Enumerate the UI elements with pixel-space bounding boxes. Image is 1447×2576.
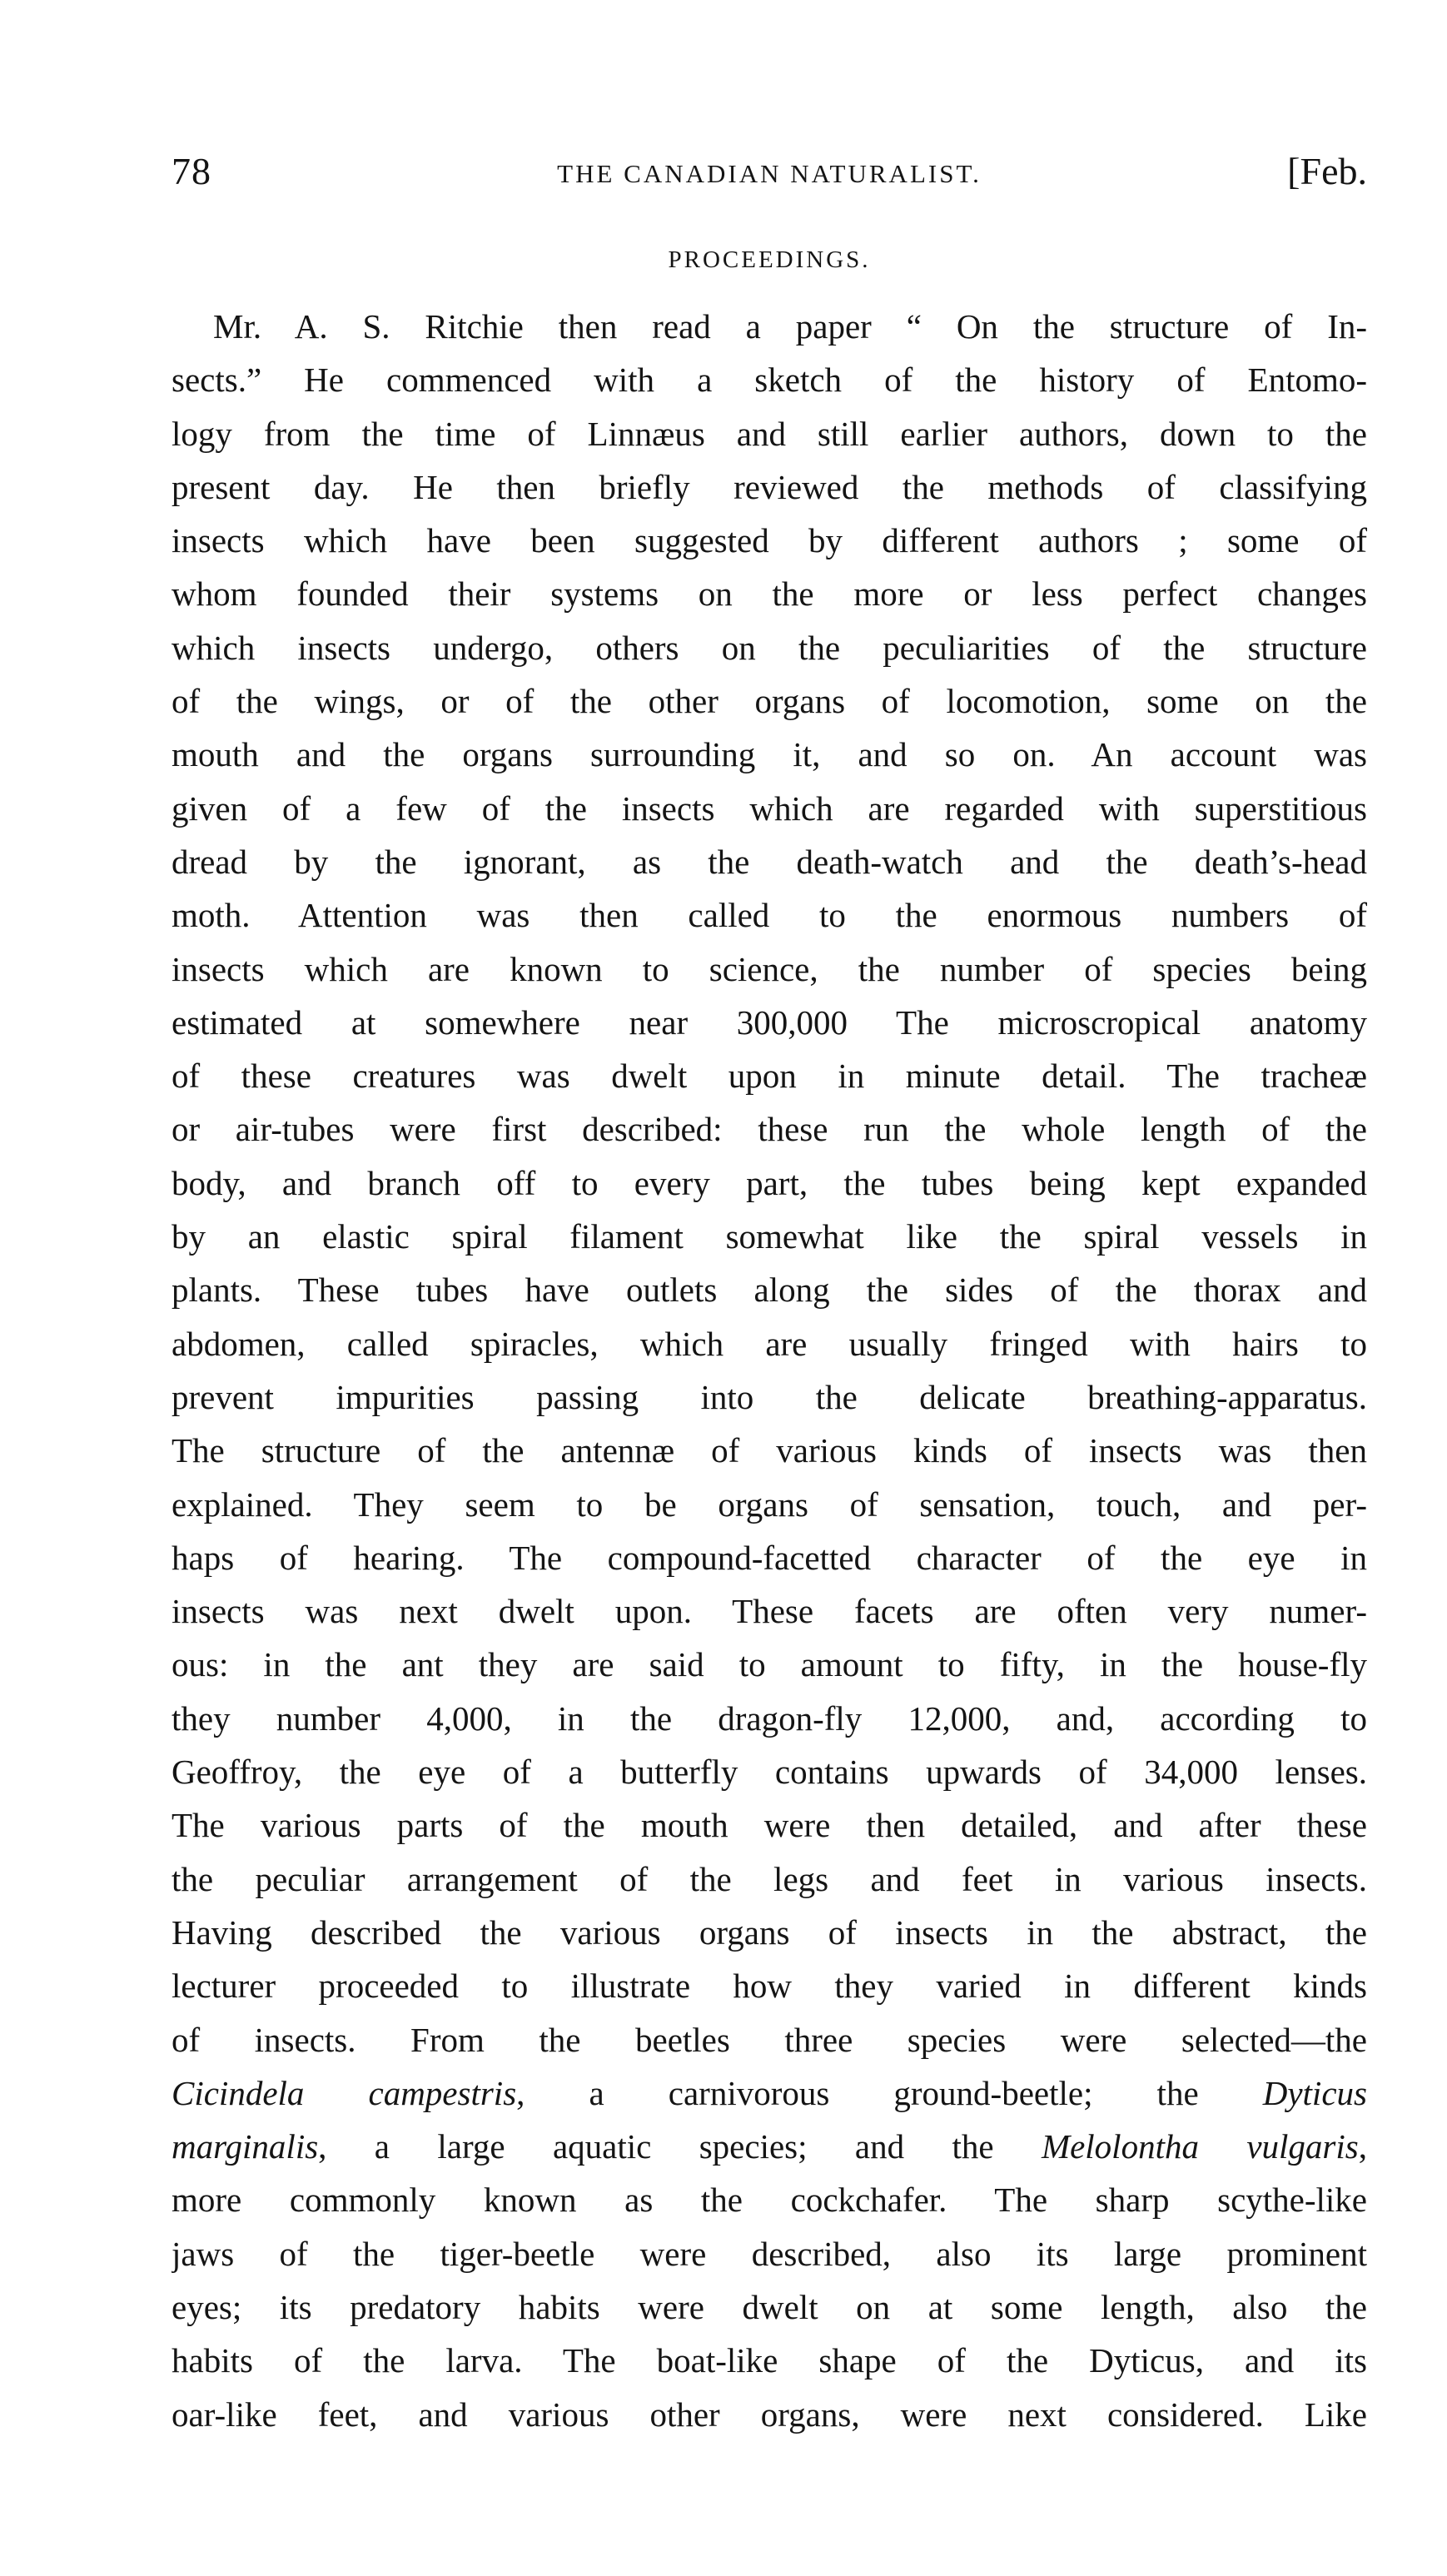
text-line [172, 460, 1367, 514]
italic-term: Cicindela campestris [172, 2073, 517, 2112]
text-line [172, 1210, 1367, 1263]
text-run: moth. Attention was then called to the enormous numbers of [172, 896, 1367, 935]
text-run: haps of hearing. The compound-facetted character of the eye in [172, 1538, 1367, 1577]
text-run: Geoffroy, the eye of a butterfly contains upwards of 34,000 lenses. [172, 1753, 1367, 1792]
text-line [172, 996, 1367, 1049]
text-run: insects which have been suggested by different authors ; some of [172, 521, 1367, 560]
text-run: The various parts of the mouth were then detailed, and after these [172, 1806, 1367, 1845]
italic-term: marginalis [172, 2127, 319, 2166]
section-heading: PROCEEDINGS. [668, 246, 871, 273]
text-run: or air-tubes were first described: these run the whole length of the [172, 1110, 1367, 1149]
text-line [172, 407, 1367, 460]
text-line [172, 2120, 1367, 2173]
text-line [172, 2334, 1367, 2387]
text-line [172, 888, 1367, 942]
text-run: the peculiar arrangement of the legs and feet in various insects. [172, 1859, 1367, 1898]
text-line [172, 1424, 1367, 1477]
text-run: , a large aquatic species; and the [318, 2127, 1042, 2166]
body-paragraph [172, 300, 1367, 2441]
text-run: oar-like feet, and various other organs, were next considered. Like [172, 2394, 1367, 2434]
text-line [172, 2227, 1367, 2280]
text-line [172, 621, 1367, 674]
text-line [172, 514, 1367, 567]
text-line [172, 1531, 1367, 1584]
text-line [172, 1263, 1367, 1316]
text-line [172, 942, 1367, 996]
text-line [172, 728, 1367, 781]
text-run: insects was next dwelt upon. These facets are often very numer- [172, 1592, 1367, 1631]
text-line [172, 1745, 1367, 1798]
text-run: eyes; its predatory habits were dwelt on at some length, also the [172, 2287, 1367, 2326]
text-line [172, 1049, 1367, 1102]
text-run: of the wings, or of the other organs of locomotion, some on the [172, 682, 1367, 721]
text-run: habits of the larva. The boat-like shape of the Dyticus, and its [172, 2341, 1367, 2380]
text-line [172, 567, 1367, 620]
text-run: sects.” He commenced with a sketch of the history of Entomo- [172, 361, 1367, 400]
text-run: explained. They seem to be organs of sensation, touch, and per- [172, 1484, 1367, 1524]
text-run: abdomen, called spiracles, which are usually fringed with hairs to [172, 1324, 1367, 1363]
text-line [172, 353, 1367, 406]
text-line [172, 1959, 1367, 2012]
text-line [172, 2013, 1367, 2066]
text-run: they number 4,000, in the dragon-fly 12,000, and, according to [172, 1698, 1367, 1738]
text-line [172, 1156, 1367, 1210]
text-run: body, and branch off to every part, the tubes being kept expanded [172, 1163, 1367, 1202]
text-line [172, 2173, 1367, 2226]
text-line [172, 2280, 1367, 2334]
text-line [172, 782, 1367, 835]
page-number: 78 [172, 150, 211, 192]
text-run: more commonly known as the cockchafer. The sharp scythe-like [172, 2181, 1367, 2220]
text-line [172, 1317, 1367, 1370]
text-run: present day. He then briefly reviewed the methods of classifying [172, 467, 1367, 506]
italic-term: Dyticus [1262, 2073, 1367, 2112]
issue-month: [Feb. [1287, 150, 1367, 192]
text-line [172, 1478, 1367, 1531]
text-run: jaws of the tiger-beetle were described, also its large prominent [172, 2234, 1367, 2273]
text-line [172, 1852, 1367, 1906]
text-run: logy from the time of Linnæus and still earlier authors, down to the [172, 414, 1367, 453]
text-line [172, 2388, 1367, 2441]
text-line [172, 1584, 1367, 1638]
text-run: whom founded their systems on the more or less perfect changes [172, 574, 1367, 614]
text-run: given of a few of the insects which are regarded with superstitious [172, 788, 1367, 828]
text-line [172, 1638, 1367, 1691]
text-run: Having described the various organs of insects in the abstract, the [172, 1912, 1367, 1952]
running-head [172, 147, 1367, 205]
text-run: by an elastic spiral filament somewhat like the spiral vessels in [172, 1217, 1367, 1256]
text-line [172, 1102, 1367, 1156]
text-run: estimated at somewhere near 300,000 The microscropical anatomy [172, 1002, 1367, 1042]
text-line [172, 1692, 1367, 1745]
text-line [172, 2066, 1367, 2120]
text-line [172, 674, 1367, 728]
text-run: The structure of the antennæ of various kinds of insects was then [172, 1431, 1367, 1470]
text-run: , a carnivorous ground-beetle; the [516, 2073, 1263, 2112]
text-run: which insects undergo, others on the peculiarities of the structure [172, 628, 1367, 667]
text-run: ous: in the ant they are said to amount to fifty, in the house-fly [172, 1645, 1367, 1684]
text-run: prevent impurities passing into the delicate breathing-apparatus. [172, 1377, 1367, 1416]
text-run: of these creatures was dwelt upon in minute detail. The tracheæ [172, 1057, 1367, 1096]
text-run: dread by the ignorant, as the death-watch and the death’s-head [172, 842, 1367, 881]
text-line [172, 1798, 1367, 1852]
journal-title: THE CANADIAN NATURALIST. [557, 159, 982, 188]
text-run: insects which are known to science, the number of species being [172, 949, 1367, 988]
text-run: plants. These tubes have outlets along the sides of the thorax and [172, 1271, 1367, 1310]
text-run: lecturer proceeded to illustrate how they varied in different kinds [172, 1967, 1367, 2006]
text-run: , [1358, 2127, 1367, 2166]
text-run: Mr. A. S. Ritchie then read a paper “ On the structure of In- [213, 307, 1367, 346]
text-run: of insects. From the beetles three species were selected—the [172, 2020, 1367, 2059]
text-line [172, 835, 1367, 888]
text-line [172, 1906, 1367, 1959]
text-line [172, 300, 1367, 353]
text-line [172, 1370, 1367, 1424]
text-run: mouth and the organs surrounding it, and so on. An account was [172, 735, 1367, 774]
italic-term: Melolontha vulgaris [1041, 2127, 1359, 2166]
